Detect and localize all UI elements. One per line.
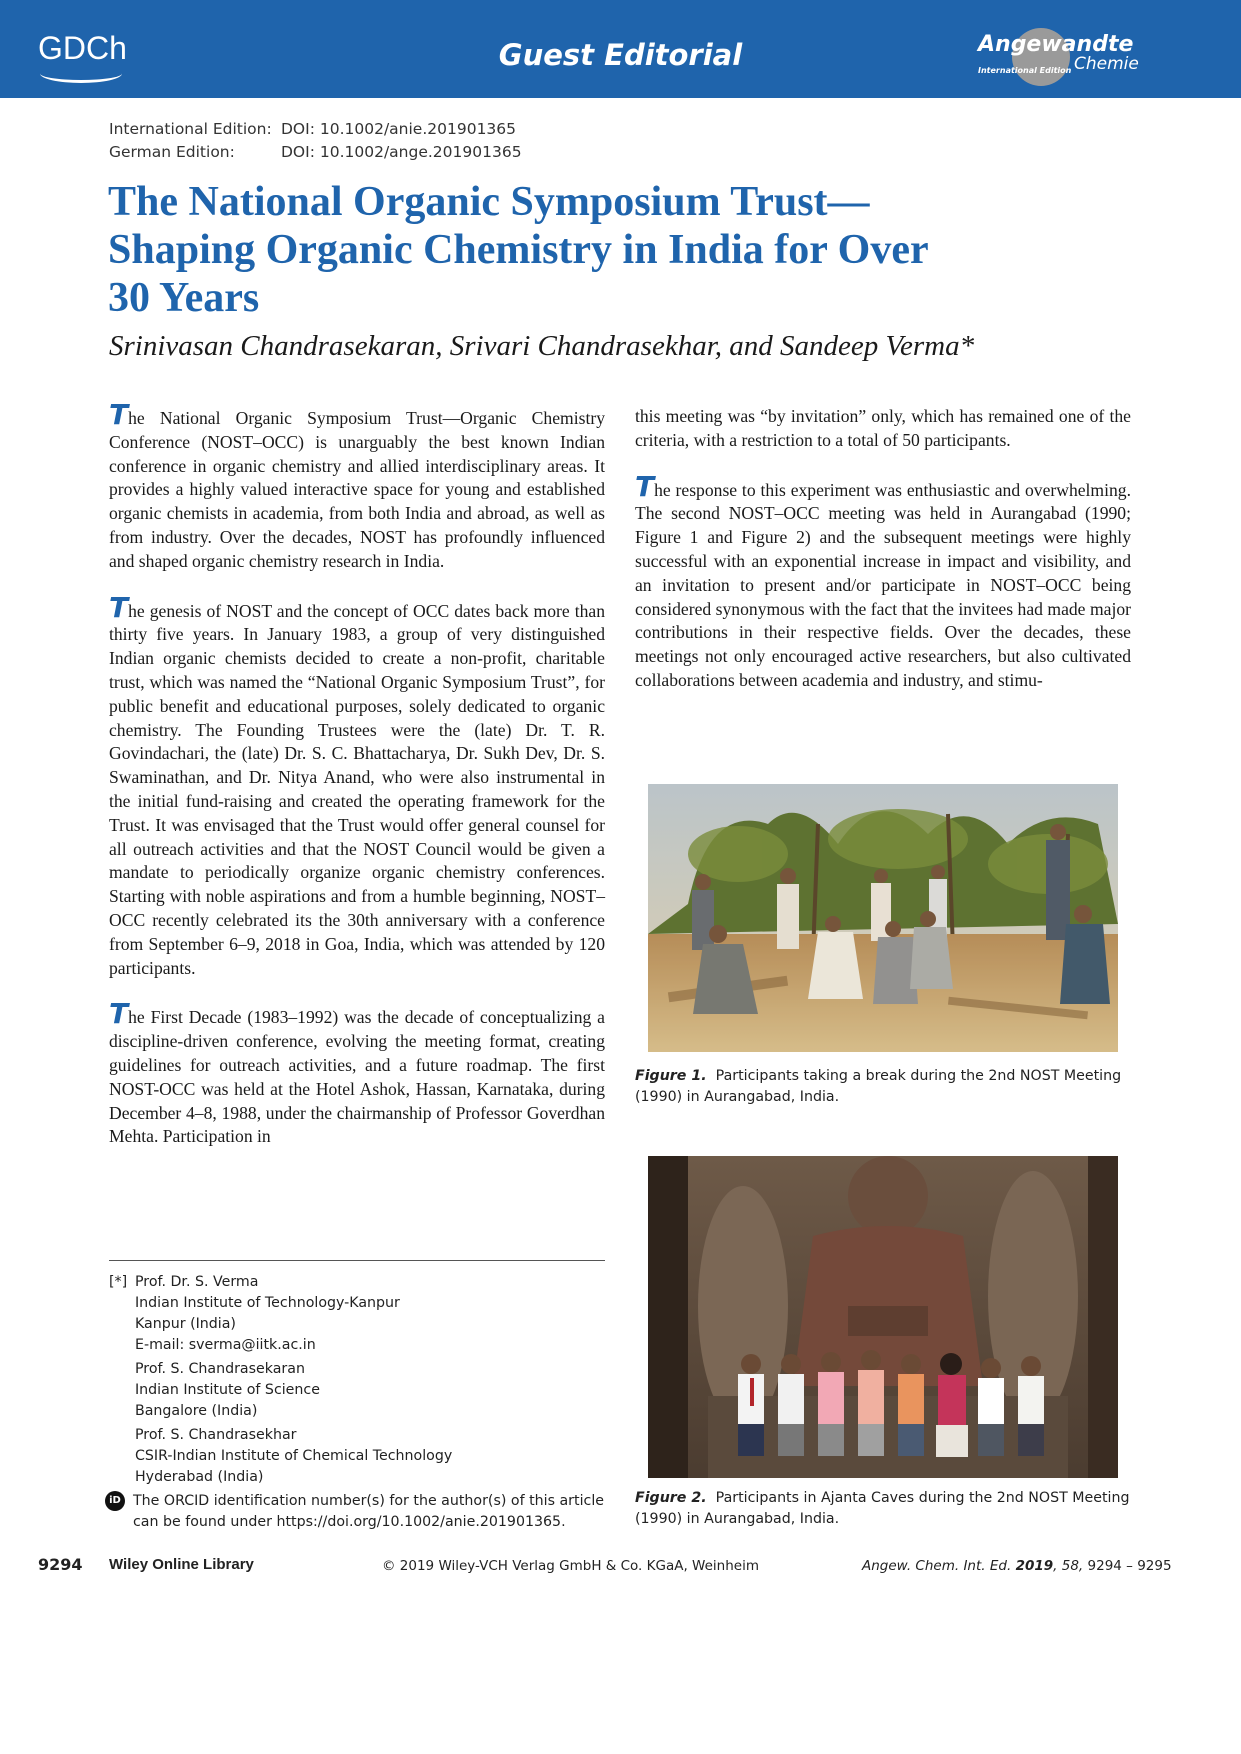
figure-2-caption [635, 1488, 1135, 1530]
doi-international [109, 120, 516, 138]
paragraph-text: this meeting was “by invitation” only, which has remained one of the criteria, with a restriction to a total of 50 participants. [635, 406, 1131, 450]
figure-2-photo [648, 1156, 1118, 1478]
drop-cap: T [109, 590, 129, 624]
citation-year: 2019 [1015, 1558, 1054, 1574]
section-title: Guest Editorial [498, 38, 743, 72]
doi-value[interactable]: DOI: 10.1002/ange.201901365 [281, 143, 522, 161]
orcid-note [109, 1491, 609, 1533]
journal-header [0, 0, 1241, 98]
journal-edition: International Edition [978, 66, 1072, 75]
orcid-text [133, 1491, 609, 1533]
corresponding-author-mark: [*] [109, 1274, 128, 1290]
doi-label: German Edition: [109, 143, 235, 161]
drop-cap: T [109, 997, 129, 1031]
figure-1-photo [648, 784, 1118, 1052]
affiliation-line: Indian Institute of Technology-Kanpur [135, 1295, 400, 1311]
affiliation-group [135, 1425, 609, 1488]
footnote-divider [109, 1260, 605, 1261]
affiliation-line: Prof. Dr. S. Verma [135, 1274, 259, 1290]
caption-text: Participants taking a break during the 2nd NOST Meeting [715, 1068, 1122, 1084]
wiley-online-library[interactable]: Wiley Online Library [109, 1556, 254, 1573]
drop-cap: T [109, 398, 129, 431]
title-line: 30 Years [108, 275, 260, 321]
affiliation-line: Prof. S. Chandrasekhar [135, 1427, 297, 1443]
title-line: The National Organic Symposium Trust— [108, 179, 870, 225]
paragraph-text: he First Decade (1983–1992) was the decade of conceptualizing a discipline-driven conference, evolving the meeting format, creating guidelines for outreach activities, and a future roadmap. The first NOST-OCC was held at the Hotel Ashok, Hassan, Karnataka, during December 4–8, 1988, under the chairmanship of Professor Goverdhan Mehta. Participation in [109, 1007, 605, 1147]
doi-value[interactable]: DOI: 10.1002/anie.201901365 [281, 120, 517, 138]
journal-name-angewandte: Angewandte [978, 32, 1134, 57]
paragraph [109, 590, 605, 981]
affiliation-list [135, 1272, 609, 1488]
title-line: Shaping Organic Chemistry in India for Over [108, 227, 929, 273]
caption-text: (1990) in Aurangabad, India. [635, 1089, 840, 1105]
citation-journal: Angew. Chem. Int. Ed. [862, 1558, 1012, 1574]
paragraph [635, 405, 1131, 453]
paragraph-text: he response to this experiment was enthusiastic and overwhelming. The second NOST–OCC meeting was held in Aurangabad (1990; Figure 1 and Figure 2) and the subsequent meetings were highly successful with an exponential increase in impact and visibility, and an invitation to present and/or participate in NOST–OCC being considered synonymous with the fact that the invitees had made major contributions in their respective fields. Over the decades, these meetings not only encouraged active researchers, but also cultivated collaborations between academia and industry, and stimu- [635, 479, 1131, 690]
affiliation-group [135, 1359, 609, 1422]
doi-german [109, 143, 522, 161]
author-affiliations [109, 1272, 609, 1533]
paragraph-text: he genesis of NOST and the concept of OCC dates back more than thirty five years. In January 1983, a group of very distinguished Indian organic chemists decided to create a non-profit, charitable trust, which was named the “National Organic Symposium Trust”, for public benefit and educational purposes, solely dedicated to organic chemistry. The Founding Trustees were the (late) Dr. T. R. Govindachari, the (late) Dr. S. C. Bhattacharya, Dr. Sukh Dev, Dr. S. Swaminathan, and Dr. Nitya Anand, who were also instrumental in the initial fund-raising and created the operating framework for the Trust. It was envisaged that the Trust would offer general counsel for all outreach activities and that the NOST Council would be given a mandate to periodically organize organic chemistry conferences. Starting with noble aspirations and from a humble beginning, NOST–OCC recently celebrated its the 30th anniversary with a conference from September 6–9, 2018 in Goa, India, which was attended by 120 participants. [109, 600, 605, 978]
doi-label: International Edition: [109, 120, 272, 138]
page-number: 9294 [38, 1555, 83, 1574]
copyright: © 2019 Wiley-VCH Verlag GmbH & Co. KGaA, Weinheim [382, 1558, 759, 1574]
caption-text: Participants in Ajanta Caves during the 2nd NOST Meeting [715, 1490, 1130, 1506]
affiliation-line: Indian Institute of Science [135, 1382, 320, 1398]
affiliation-group [135, 1272, 609, 1356]
citation-volume: 58 [1061, 1558, 1079, 1574]
left-column [109, 398, 605, 1173]
paragraph [635, 469, 1131, 693]
affiliation-line: Kanpur (India) [135, 1316, 236, 1332]
affiliation-line: Bangalore (India) [135, 1403, 258, 1419]
caption-text: (1990) in Aurangabad, India. [635, 1511, 840, 1527]
article-title [108, 178, 988, 322]
paragraph [109, 398, 605, 574]
paragraph [109, 997, 605, 1149]
affiliation-line: CSIR-Indian Institute of Chemical Technology [135, 1448, 453, 1464]
email-line[interactable]: E-mail: sverma@iitk.ac.in [135, 1337, 316, 1353]
author-list: Srinivasan Chandrasekaran, Srivari Chandrasekhar, and Sandeep Verma* [109, 330, 975, 362]
orcid-link[interactable]: can be found under https://doi.org/10.1002/anie.201901365. [133, 1514, 566, 1530]
citation-pages: 9294 – 9295 [1087, 1558, 1172, 1574]
affiliation-line: Hyderabad (India) [135, 1469, 264, 1485]
citation: Angew. Chem. Int. Ed. 2019, 58, 9294 – 9295 [862, 1558, 1172, 1574]
journal-name-chemie: Chemie [1074, 54, 1139, 74]
affiliation-line: Prof. S. Chandrasekaran [135, 1361, 305, 1377]
orcid-icon: iD [105, 1491, 125, 1511]
outdoor-group-photo [648, 784, 1118, 1052]
drop-cap: T [635, 469, 655, 503]
orcid-line: The ORCID identification number(s) for the author(s) of this article [133, 1493, 604, 1509]
figure-label: Figure 2. [635, 1490, 707, 1506]
figure-1-caption [635, 1066, 1135, 1108]
paragraph-text: he National Organic Symposium Trust—Organic Chemistry Conference (NOST–OCC) is unarguably the best known Indian conference in organic chemistry and allied interdisciplinary areas. It provides a highly valued interactive space for young and established organic chemists in academia, from both India and abroad, as well as from industry. Over the decades, NOST has profoundly influenced and shaped organic chemistry research in India. [109, 408, 605, 571]
figure-label: Figure 1. [635, 1068, 707, 1084]
gdch-logo: GDCh [38, 30, 127, 66]
cave-group-photo [648, 1156, 1118, 1478]
right-column [635, 405, 1131, 717]
